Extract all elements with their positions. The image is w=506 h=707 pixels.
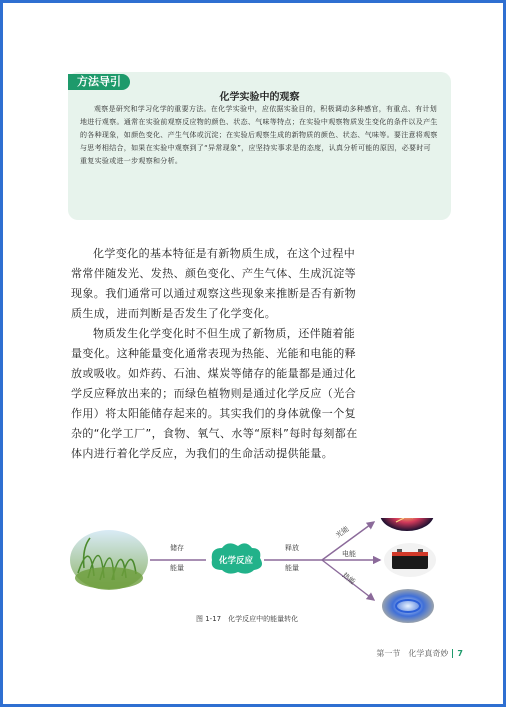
- body-paragraph-2: 物质发生化学变化时不但生成了新物质，还伴随着能量变化。这种能量变化通常表现为热能、光能和电能的释放或吸收。如炸药、石油、煤炭等储存的能量都是通过化学反应释放出来的；而绿色植物则是通过化学反应（光合作用）将太阳能储存起来的。其实我们的身体就像一个复杂的“化学工厂”，食物、氧气、水等“原料”每时每刻都在体内进行着化学反应，为我们的生命活动提供能量。: [71, 327, 358, 460]
- gas-flame-image: [382, 589, 434, 623]
- method-guide-text: [80, 103, 438, 168]
- footer-section-title: 第一节 化学真奇妙: [376, 649, 449, 658]
- method-guide-title: 化学实验中的观察: [219, 92, 300, 103]
- store-label-top: 储存: [170, 544, 184, 552]
- fireworks-image: [380, 518, 434, 531]
- footer-divider: [452, 649, 453, 658]
- figure-caption: 图 1-17 化学反应中的能量转化: [196, 615, 299, 623]
- page-number: 7: [457, 649, 463, 658]
- method-guide-tag: 方法导引: [68, 74, 130, 90]
- release-label-bottom: 能量: [285, 564, 299, 572]
- method-guide-paragraph: 观察是研究和学习化学的重要方法。在化学实验中，应依据实验目的，积极调动多种感官，有重点、有计划地进行观察。通常在实验前观察反应物的颜色、状态、气味等特点；在实验中观察物质发生变化的条件以及产生的各种现象，如颜色变化、产生气体或沉淀；在实验后观察生成的新物质的颜色、状态、气味等。要注意将观察与思考相结合，如果在实验中观察到了“异常现象”，应坚持实事求是的态度，认真分析可能的原因，必要时可重复实验或进一步观察和分析。: [80, 105, 438, 165]
- release-label-top: 释放: [285, 544, 299, 552]
- energy-conversion-diagram: [70, 518, 440, 624]
- store-label-bottom: 能量: [170, 564, 184, 572]
- chemical-reaction-label: 化学反应: [218, 556, 254, 566]
- electric-energy-label: 电能: [342, 550, 356, 558]
- page-footer: [376, 648, 463, 659]
- heat-energy-label: 热能: [340, 571, 357, 587]
- chemical-reaction-node: [212, 543, 262, 573]
- main-body-text: [71, 244, 359, 464]
- grassland-image: [70, 530, 148, 590]
- light-energy-label: 光能: [334, 524, 351, 540]
- body-paragraph-1: 化学变化的基本特征是有新物质生成，在这个过程中常常伴随发光、发热、颜色变化、产生气体、生成沉淀等现象。我们通常可以通过观察这些现象来推断是否有新物质生成，进而判断是否发生了化学变化。: [71, 247, 356, 320]
- battery-image: [384, 543, 436, 577]
